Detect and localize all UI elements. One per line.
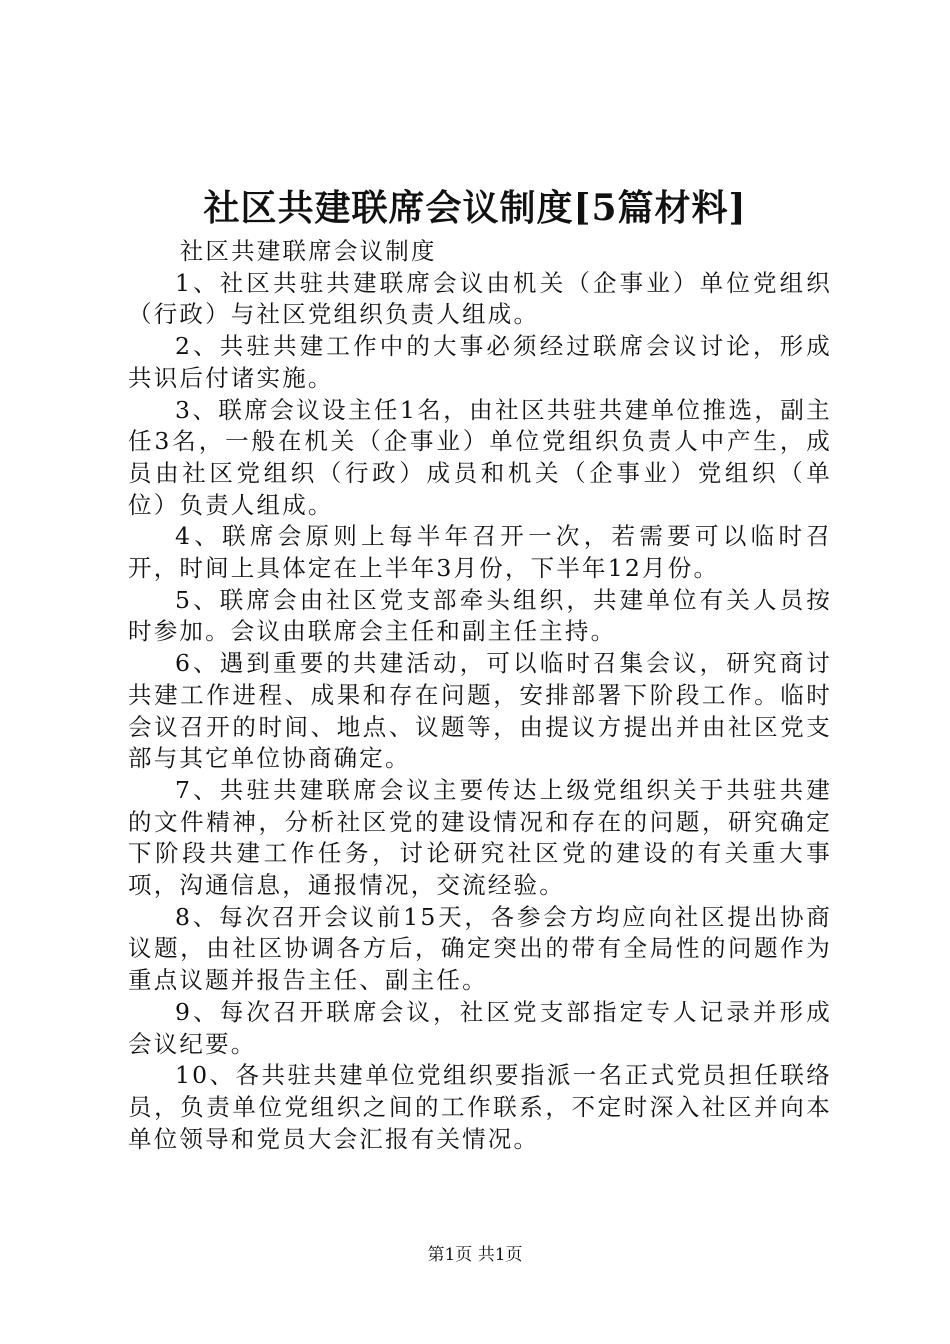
document-subtitle: 社区共建联席会议制度 — [179, 237, 437, 265]
page-footer: 第1页 共1页 — [427, 1245, 523, 1265]
paragraph-8: 8、每次召开会议前15天，各参会方均应向社区提出协商议题，由社区协调各方后，确定突出的带有全局性的问题作为重点议题并报告主任、副主任。 — [128, 902, 832, 995]
paragraph-10: 10、各共驻共建单位党组织要指派一名正式党员担任联络员，负责单位党组织之间的工作联系，不定时深入社区并向本单位领导和党员大会汇报有关情况。 — [128, 1061, 832, 1153]
paragraph-4: 4、联席会原则上每半年召开一次，若需要可以临时召开，时间上具体定在上半年3月份，下半年12月份。 — [128, 522, 832, 583]
paragraph-9: 9、每次召开联席会议，社区党支部指定专人记录并形成会议纪要。 — [128, 997, 832, 1058]
paragraph-3: 3、联席会议设主任1名，由社区共驻共建单位推选，副主任3名，一般在机关（企事业）单位党组织负责人中产生，成员由社区党组织（行政）成员和机关（企事业）党组织（单位）负责人组成。 — [128, 395, 832, 519]
paragraph-7: 7、共驻共建联席会议主要传达上级党组织关于共驻共建的文件精神，分析社区党的建设情况和存在的问题，研究确定下阶段共建工作任务，讨论研究社区党的建设的有关重大事项，沟通信息，通报情况，交流经验。 — [128, 775, 832, 900]
paragraph-5: 5、联席会由社区党支部牵头组织，共建单位有关人员按时参加。会议由联席会主任和副主任主持。 — [128, 585, 832, 646]
document-title: 社区共建联席会议制度[5篇材料] — [203, 187, 747, 229]
paragraph-6: 6、遇到重要的共建活动，可以临时召集会议，研究商讨共建工作进程、成果和存在问题，安排部署下阶段工作。临时会议召开的时间、地点、议题等，由提议方提出并由社区党支部与其它单位协商确定。 — [128, 649, 832, 773]
document-body — [128, 236, 832, 1155]
paragraph-1: 1、社区共驻共建联席会议由机关（企事业）单位党组织（行政）与社区党组织负责人组成。 — [128, 268, 832, 329]
paragraph-2: 2、共驻共建工作中的大事必须经过联席会议讨论，形成共识后付诸实施。 — [128, 332, 832, 392]
